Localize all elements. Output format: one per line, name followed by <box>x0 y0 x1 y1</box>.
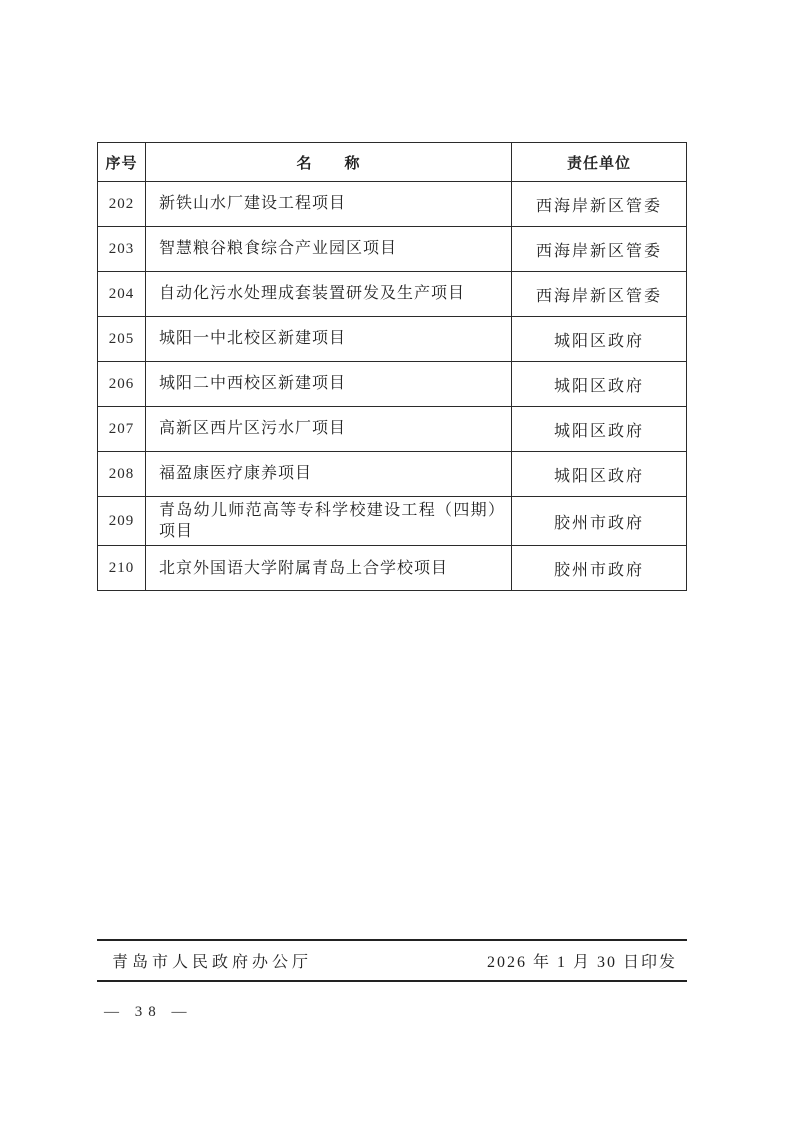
row-serial-number: 208 <box>98 452 146 497</box>
project-name: 城阳二中西校区新建项目 <box>146 362 512 407</box>
table-row <box>98 452 687 497</box>
responsible-unit: 胶州市政府 <box>512 546 687 591</box>
project-name: 福盈康医疗康养项目 <box>146 452 512 497</box>
project-name: 自动化污水处理成套装置研发及生产项目 <box>146 272 512 317</box>
row-serial-number: 203 <box>98 227 146 272</box>
row-serial-number: 204 <box>98 272 146 317</box>
row-serial-number: 202 <box>98 182 146 227</box>
row-serial-number: 206 <box>98 362 146 407</box>
header-project-name: 名 称 <box>146 143 512 182</box>
responsible-unit: 城阳区政府 <box>512 362 687 407</box>
responsible-unit: 西海岸新区管委 <box>512 182 687 227</box>
row-serial-number: 207 <box>98 407 146 452</box>
table-row <box>98 497 687 546</box>
print-info-block <box>97 939 687 982</box>
table-row <box>98 362 687 407</box>
issuing-office: 青岛市人民政府办公厅 <box>112 954 313 971</box>
project-table-grid <box>97 142 687 591</box>
header-responsible-unit: 责任单位 <box>512 143 687 182</box>
table-row <box>98 182 687 227</box>
responsible-unit: 城阳区政府 <box>512 407 687 452</box>
row-serial-number: 205 <box>98 317 146 362</box>
header-serial-number: 序号 <box>98 143 146 182</box>
row-serial-number: 210 <box>98 546 146 591</box>
responsible-unit: 西海岸新区管委 <box>512 227 687 272</box>
table-row <box>98 317 687 362</box>
table-row <box>98 272 687 317</box>
project-name: 新铁山水厂建设工程项目 <box>146 182 512 227</box>
project-name: 智慧粮谷粮食综合产业园区项目 <box>146 227 512 272</box>
table-row <box>98 546 687 591</box>
responsible-unit: 西海岸新区管委 <box>512 272 687 317</box>
print-date: 2026 年 1 月 30 日印发 <box>486 954 677 971</box>
table-row <box>98 407 687 452</box>
table-body <box>98 182 687 591</box>
project-name: 高新区西片区污水厂项目 <box>146 407 512 452</box>
project-table <box>97 142 686 591</box>
project-name: 青岛幼儿师范高等专科学校建设工程（四期）项目 <box>146 497 512 546</box>
project-name: 北京外国语大学附属青岛上合学校项目 <box>146 546 512 591</box>
responsible-unit: 胶州市政府 <box>512 497 687 546</box>
table-row <box>98 227 687 272</box>
project-name: 城阳一中北校区新建项目 <box>146 317 512 362</box>
page-number: — 38 — <box>104 1004 193 1020</box>
responsible-unit: 城阳区政府 <box>512 452 687 497</box>
responsible-unit: 城阳区政府 <box>512 317 687 362</box>
row-serial-number: 209 <box>98 497 146 546</box>
table-header-row <box>98 143 687 182</box>
